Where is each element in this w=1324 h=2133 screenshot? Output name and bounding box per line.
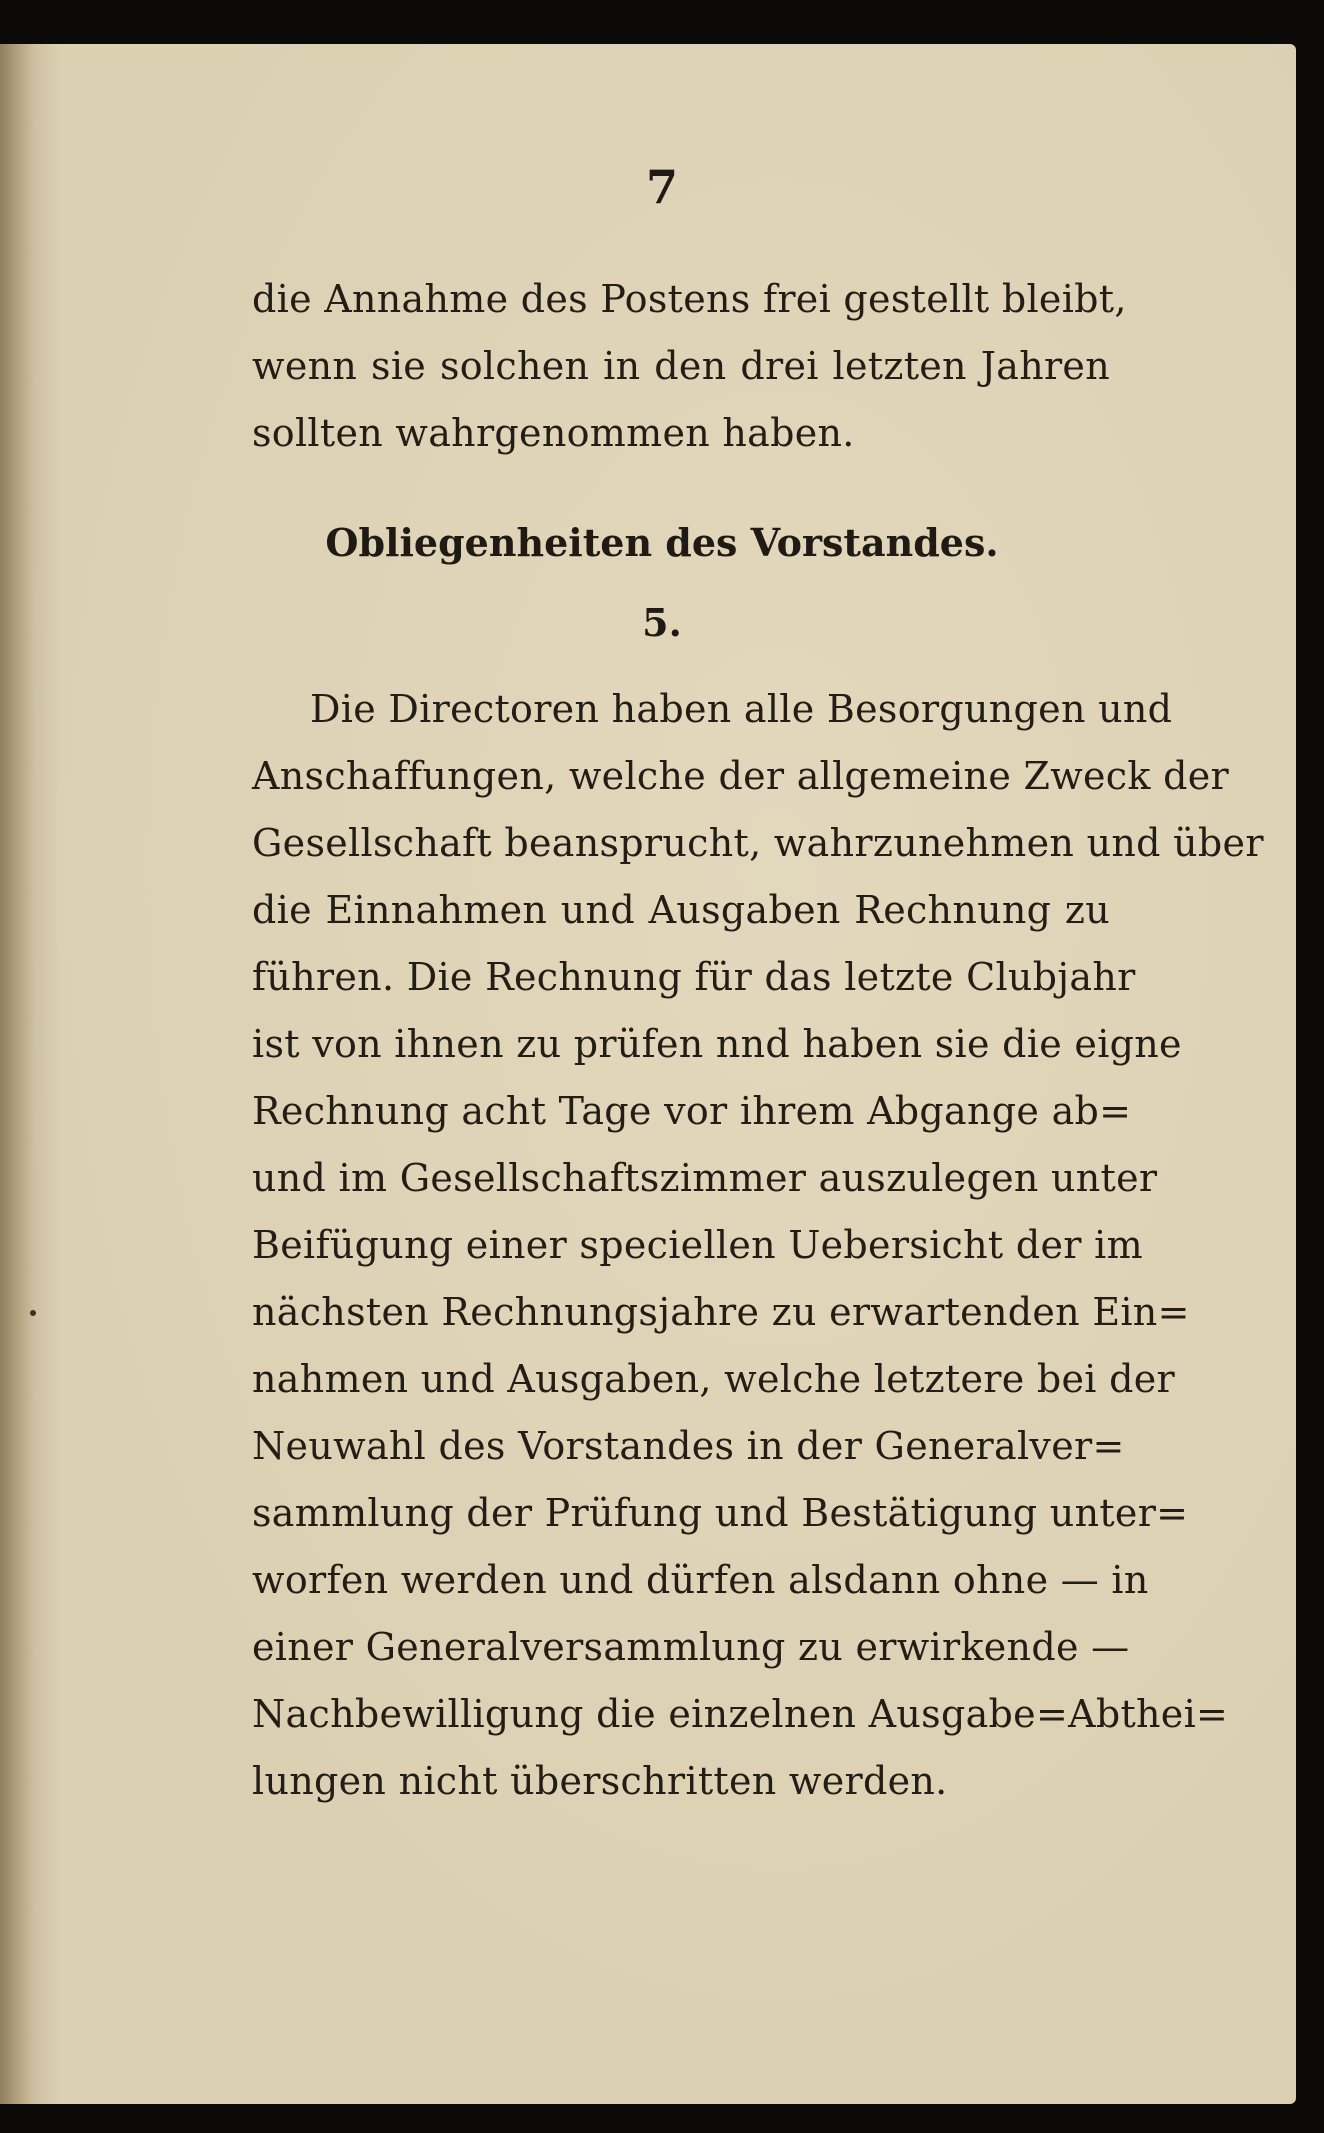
section-heading: Obliegenheiten des Vorstandes. xyxy=(325,520,999,565)
text-line: einer Generalversammlung zu erwirkende — xyxy=(252,1625,1130,1669)
section-number: 5. xyxy=(642,600,682,645)
text-line: Die Directoren haben alle Besorgungen und xyxy=(310,687,1173,731)
text-line: Gesellschaft beansprucht, wahrzunehmen und über xyxy=(252,821,1264,865)
text-line: ist von ihnen zu prüfen nnd haben sie die eigne xyxy=(252,1022,1182,1066)
text-line: sollten wahrgenommen haben. xyxy=(252,411,855,455)
text-line: die Einnahmen und Ausgaben Rechnung zu xyxy=(252,888,1110,932)
text-line: führen. Die Rechnung für das letzte Clubjahr xyxy=(252,955,1136,999)
text-line: Neuwahl des Vorstandes in der Generalver= xyxy=(252,1424,1125,1468)
text-line: Anschaffungen, welche der allgemeine Zweck der xyxy=(252,754,1229,798)
text-line: Nachbewilligung die einzelnen Ausgabe=Abthei= xyxy=(252,1692,1229,1736)
page-number: 7 xyxy=(645,160,678,214)
text-line: Beifügung einer speciellen Uebersicht der im xyxy=(252,1223,1143,1267)
text-line: sammlung der Prüfung und Bestätigung unter= xyxy=(252,1491,1189,1535)
intro-paragraph xyxy=(252,266,1127,467)
text-line: nächsten Rechnungsjahre zu erwartenden Ein= xyxy=(252,1290,1190,1334)
text-line: und im Gesellschaftszimmer auszulegen unter xyxy=(252,1156,1158,1200)
text-line: worfen werden und dürfen alsdann ohne — in xyxy=(252,1558,1149,1602)
text-line: die Annahme des Postens frei gestellt bleibt, xyxy=(252,277,1127,321)
body-paragraph xyxy=(252,676,1264,1815)
margin-speck xyxy=(30,1310,36,1316)
text-line: Rechnung acht Tage vor ihrem Abgange ab= xyxy=(252,1089,1132,1133)
text-line: lungen nicht überschritten werden. xyxy=(252,1759,948,1803)
page-binding-edge xyxy=(0,44,34,2104)
text-line: wenn sie solchen in den drei letzten Jahren xyxy=(252,344,1110,388)
text-line: nahmen und Ausgaben, welche letztere bei der xyxy=(252,1357,1176,1401)
